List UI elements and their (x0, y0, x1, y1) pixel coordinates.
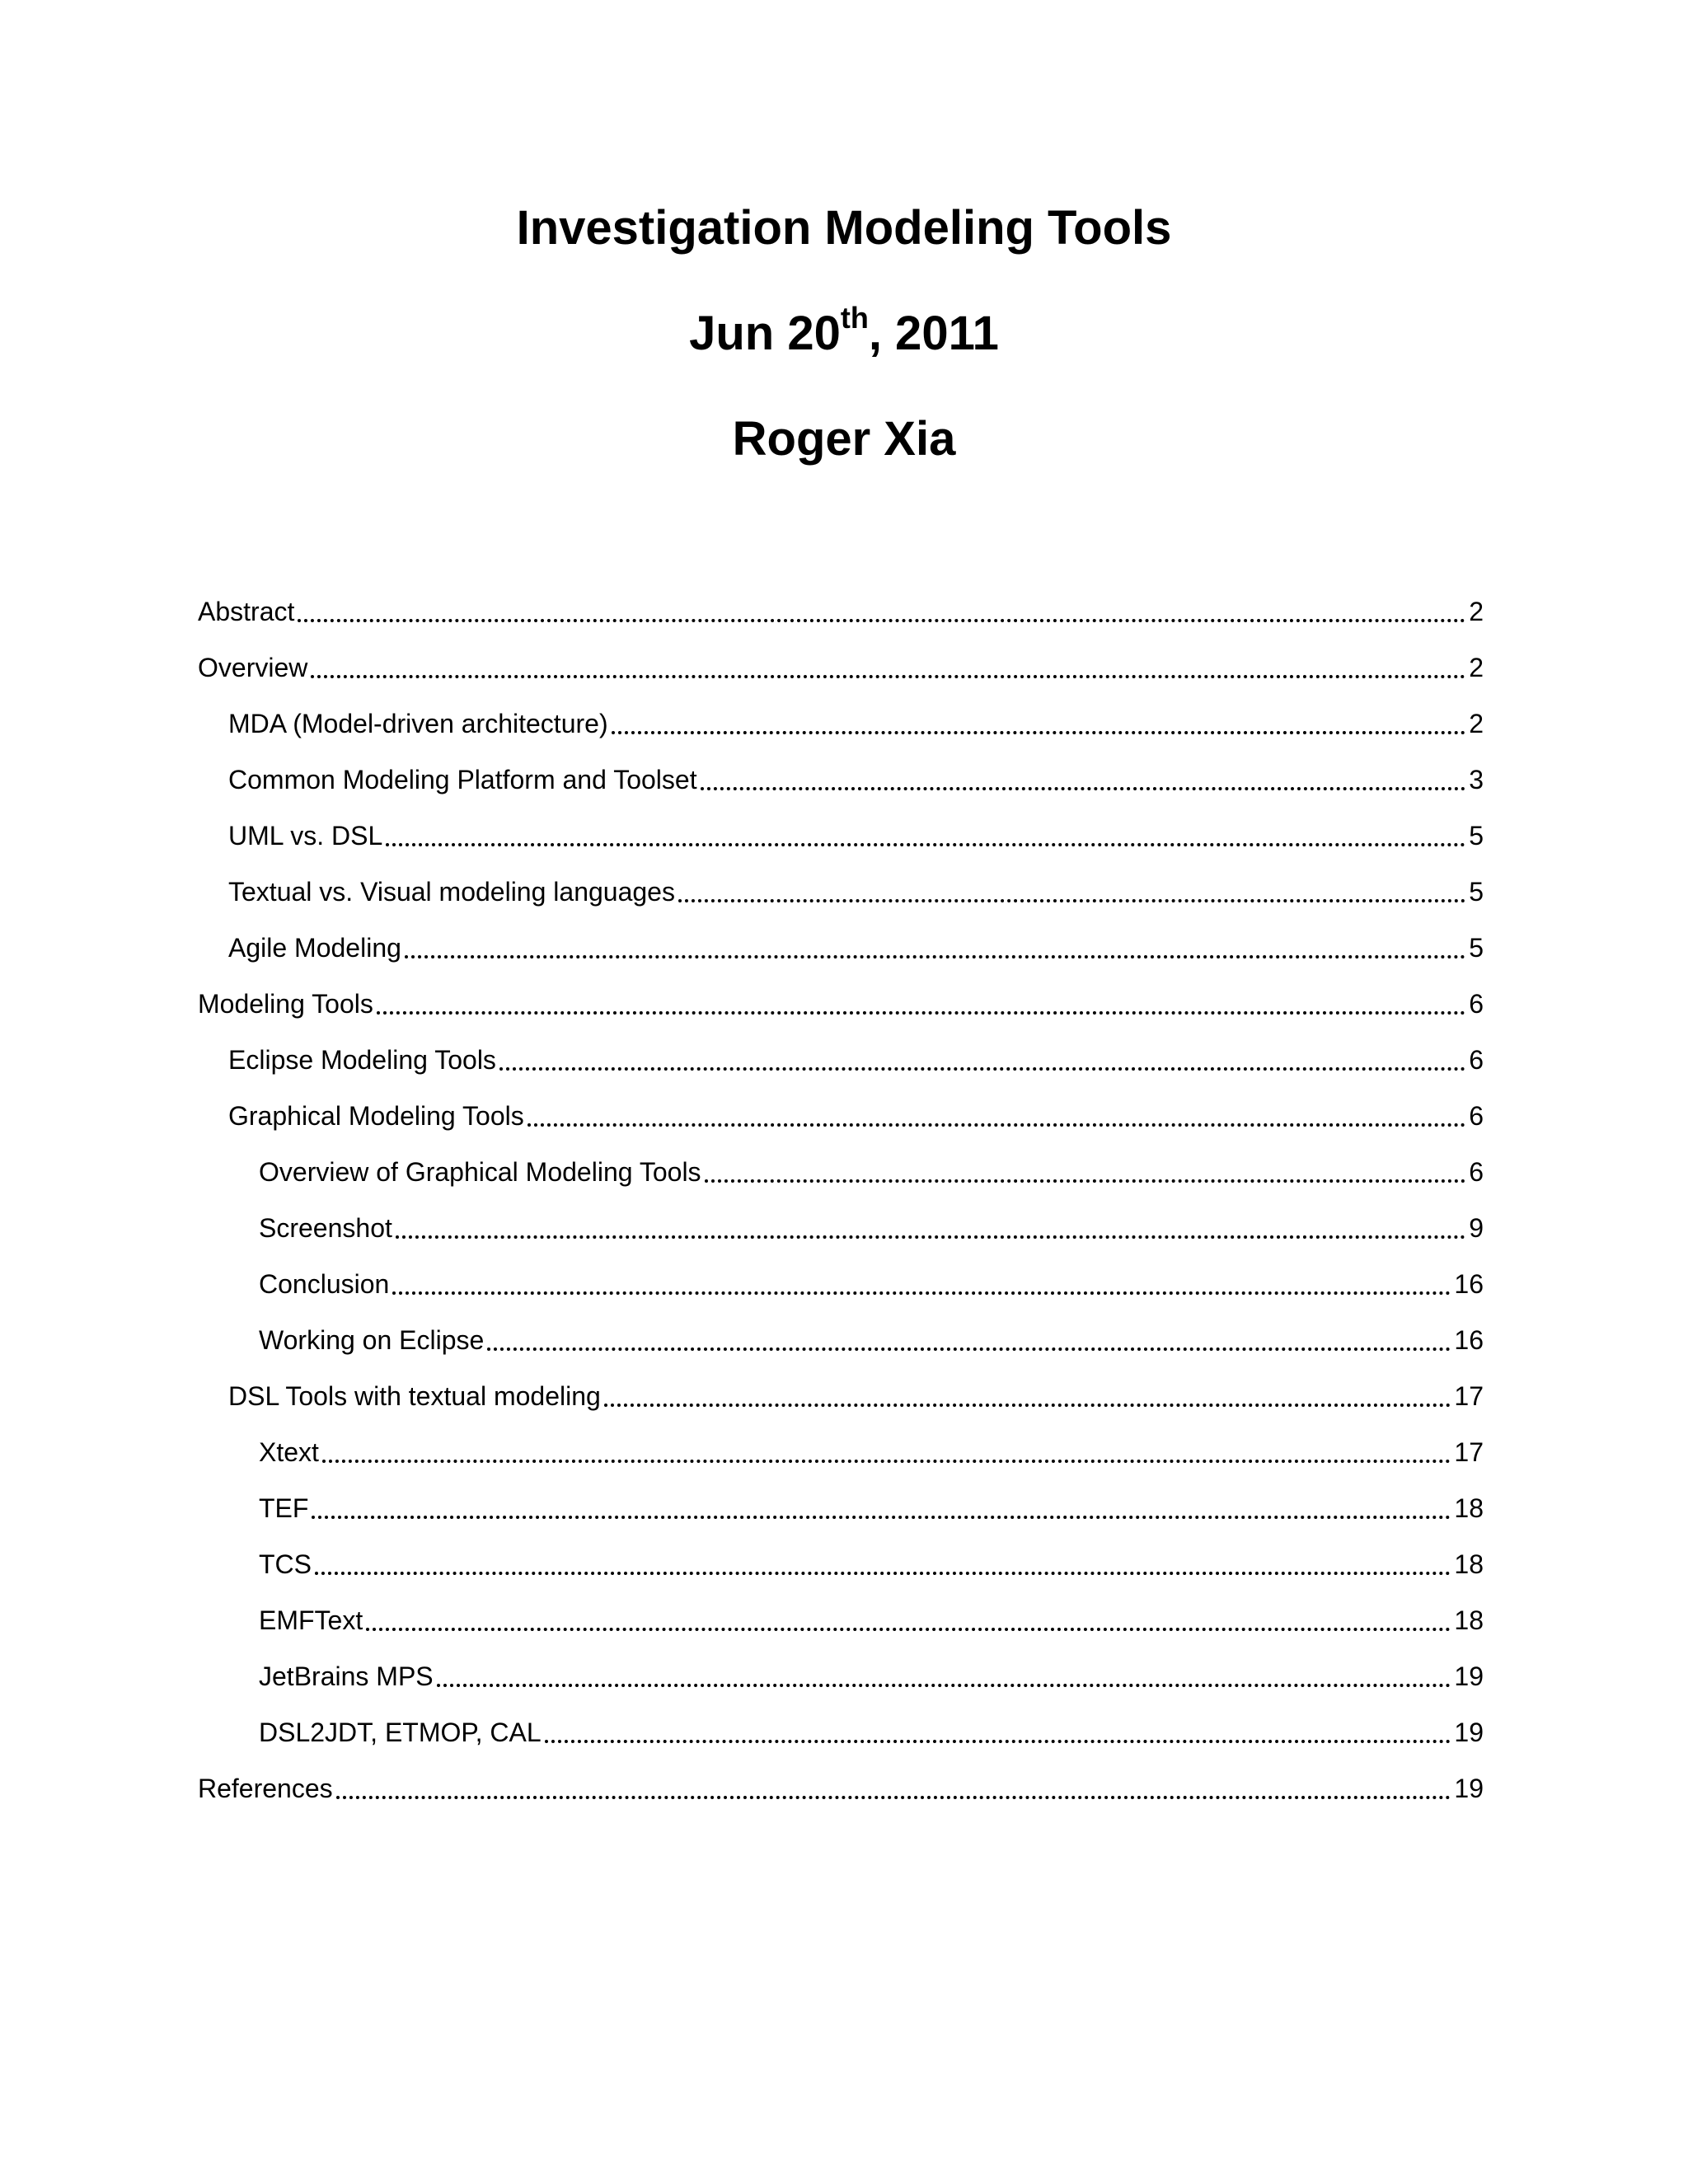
toc-dot-leader (392, 1290, 1451, 1295)
toc-entry-title[interactable]: JetBrains MPS (259, 1661, 434, 1691)
toc-entry-title[interactable]: Abstract (198, 597, 295, 626)
toc-page-number[interactable]: 18 (1454, 1605, 1484, 1635)
toc-entry[interactable] (198, 640, 1484, 696)
toc-page-number[interactable]: 9 (1469, 1213, 1484, 1243)
toc-dot-leader (298, 617, 1465, 622)
toc-entry-title[interactable]: EMFText (259, 1605, 363, 1635)
toc-entry[interactable] (198, 1088, 1484, 1144)
toc-dot-leader (437, 1682, 1451, 1687)
date-ordinal-suffix: th (840, 301, 869, 335)
toc-dot-leader (701, 785, 1466, 790)
toc-entry-title[interactable]: Textual vs. Visual modeling languages (228, 877, 675, 907)
toc-entry[interactable] (198, 1312, 1484, 1368)
toc-dot-leader (377, 1010, 1465, 1015)
toc-dot-leader (405, 954, 1465, 958)
toc-entry-title[interactable]: Overview (198, 653, 308, 682)
toc-page-number[interactable]: 6 (1469, 1157, 1484, 1187)
document-title: Investigation Modeling Tools (516, 201, 1172, 255)
toc-entry-title[interactable]: DSL Tools with textual modeling (228, 1381, 601, 1411)
toc-dot-leader (528, 1122, 1465, 1127)
toc-entry-title[interactable]: TEF (259, 1493, 309, 1523)
document-date (0, 301, 1688, 360)
toc-dot-leader (612, 729, 1466, 734)
toc-dot-leader (545, 1738, 1451, 1743)
toc-entry-title[interactable]: TCS (259, 1549, 312, 1579)
toc-page-number[interactable]: 2 (1469, 597, 1484, 626)
toc-entry[interactable] (198, 1032, 1484, 1088)
toc-entry[interactable] (198, 1424, 1484, 1480)
toc-dot-leader (396, 1234, 1465, 1239)
toc-page-number[interactable]: 2 (1469, 709, 1484, 738)
toc-page-number[interactable]: 3 (1469, 765, 1484, 794)
toc-dot-leader (322, 1458, 1451, 1463)
document-author: Roger Xia (732, 412, 956, 466)
toc-page-number[interactable]: 18 (1454, 1493, 1484, 1523)
toc-entry-title[interactable]: DSL2JDT, ETMOP, CAL (259, 1718, 542, 1747)
toc-dot-leader (604, 1402, 1451, 1407)
toc-entry-title[interactable]: Conclusion (259, 1269, 390, 1299)
toc-entry[interactable] (198, 752, 1484, 808)
toc-entry[interactable] (198, 1144, 1484, 1200)
toc-entry-title[interactable]: Modeling Tools (198, 989, 373, 1019)
toc-entry[interactable] (198, 920, 1484, 976)
date-year: , 2011 (868, 307, 999, 360)
toc-entry-title[interactable]: References (198, 1774, 333, 1803)
toc-dot-leader (487, 1346, 1451, 1351)
toc-entry[interactable] (198, 864, 1484, 920)
toc-page-number[interactable]: 5 (1469, 933, 1484, 963)
toc-page-number[interactable]: 16 (1454, 1269, 1484, 1299)
toc-entry[interactable] (198, 1200, 1484, 1256)
toc-entry[interactable] (198, 808, 1484, 864)
toc-entry[interactable] (198, 1256, 1484, 1312)
toc-entry[interactable] (198, 1704, 1484, 1760)
toc-dot-leader (499, 1066, 1465, 1071)
toc-page-number[interactable]: 18 (1454, 1549, 1484, 1579)
toc-page-number[interactable]: 17 (1454, 1381, 1484, 1411)
toc-entry-title[interactable]: Working on Eclipse (259, 1325, 485, 1355)
date-prefix: Jun 20 (689, 307, 841, 360)
toc-page-number[interactable]: 2 (1469, 653, 1484, 682)
toc-entry-title[interactable]: Screenshot (259, 1213, 392, 1243)
toc-dot-leader (312, 1514, 1451, 1519)
toc-page-number[interactable]: 5 (1469, 821, 1484, 851)
toc-entry-title[interactable]: Eclipse Modeling Tools (228, 1045, 496, 1075)
toc-entry-title[interactable]: UML vs. DSL (228, 821, 383, 851)
table-of-contents (198, 583, 1484, 1816)
toc-dot-leader (705, 1178, 1466, 1183)
toc-dot-leader (366, 1626, 1451, 1631)
toc-entry-title[interactable]: Xtext (259, 1437, 319, 1467)
toc-page-number[interactable]: 6 (1469, 1101, 1484, 1131)
toc-dot-leader (386, 841, 1465, 846)
toc-entry[interactable] (198, 1760, 1484, 1816)
toc-page-number[interactable]: 6 (1469, 1045, 1484, 1075)
toc-entry-title[interactable]: Graphical Modeling Tools (228, 1101, 524, 1131)
toc-page-number[interactable]: 5 (1469, 877, 1484, 907)
toc-entry[interactable] (198, 1536, 1484, 1592)
toc-dot-leader (311, 673, 1465, 678)
toc-entry[interactable] (198, 1592, 1484, 1648)
toc-entry[interactable] (198, 696, 1484, 752)
toc-dot-leader (336, 1794, 1451, 1799)
toc-entry[interactable] (198, 1368, 1484, 1424)
toc-entry[interactable] (198, 1480, 1484, 1536)
toc-page-number[interactable]: 17 (1454, 1437, 1484, 1467)
toc-entry-title[interactable]: Common Modeling Platform and Toolset (228, 765, 697, 794)
toc-entry-title[interactable]: MDA (Model-driven architecture) (228, 709, 608, 738)
toc-entry[interactable] (198, 583, 1484, 640)
toc-dot-leader (678, 898, 1465, 902)
toc-page-number[interactable]: 19 (1454, 1661, 1484, 1691)
toc-page-number[interactable]: 16 (1454, 1325, 1484, 1355)
toc-entry-title[interactable]: Overview of Graphical Modeling Tools (259, 1157, 701, 1187)
toc-dot-leader (315, 1570, 1451, 1575)
toc-page-number[interactable]: 6 (1469, 989, 1484, 1019)
toc-page-number[interactable]: 19 (1454, 1718, 1484, 1747)
toc-entry[interactable] (198, 976, 1484, 1032)
toc-entry-title[interactable]: Agile Modeling (228, 933, 401, 963)
toc-page-number[interactable]: 19 (1454, 1774, 1484, 1803)
toc-entry[interactable] (198, 1648, 1484, 1704)
